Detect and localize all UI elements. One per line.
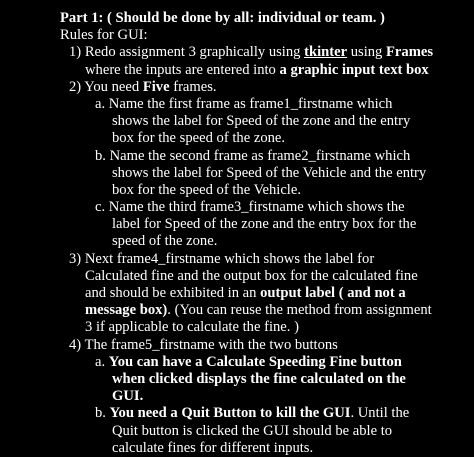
item-4-text: The frame5_firstname with the two buttons <box>84 336 338 353</box>
item-2b-line-3: box for the speed of the Vehicle. <box>112 181 301 198</box>
item-2a-line-1 <box>0 96 474 113</box>
item-4b-line-2: Quit button is clicked the GUI should be able to <box>112 422 393 439</box>
frames-keyword: Frames <box>386 44 434 61</box>
item-2b-line-2: shows the label for Speed of the Vehicle and the entry <box>112 164 427 181</box>
item-2-text: You need <box>84 78 143 95</box>
item-4a-text: You can have a Calculate Speeding Fine button <box>108 353 402 370</box>
item-2c-line-3: speed of the zone. <box>112 233 218 250</box>
item-2c-line-2: label for Speed of the zone and the entry box for the <box>112 216 417 233</box>
item-1-line-2 <box>0 62 474 79</box>
item-2b-line-1 <box>0 148 474 165</box>
item-3-text: Next frame4_firstname which shows the label for <box>84 250 375 267</box>
item-4b-line-3: calculate fines for different inputs. <box>112 439 314 456</box>
item-4b-line-1 <box>0 405 474 422</box>
graphic-input-text-box-phrase: a graphic input text box <box>279 61 429 78</box>
rules-title: Rules for GUI: <box>60 27 148 44</box>
document <box>0 10 474 457</box>
item-4a-line-3: GUI. <box>112 388 144 405</box>
part-heading: Part 1: ( Should be done by all: individual or team. ) <box>60 10 385 26</box>
item-3-line-1 <box>0 251 474 268</box>
item-2b-text: Name the second frame as frame2_firstname which <box>109 147 411 164</box>
item-2-line-1 <box>0 79 474 96</box>
item-2c-text: Name the third frame3_firstname which shows the <box>108 199 405 216</box>
item-4b-text-1b: . Until the <box>350 405 410 422</box>
item-4b-mark: b. <box>95 405 106 422</box>
quit-button-phrase: You need a Quit Button to kill the GUI <box>109 405 351 422</box>
item-1-number: 1) <box>69 44 82 61</box>
item-4-number: 4) <box>69 336 82 353</box>
item-3-line-2: Calculated fine and the output box for the calculated fine <box>85 267 418 284</box>
output-label-phrase: output label ( and not a <box>260 285 406 301</box>
item-1-cont: where the inputs are entered into <box>85 61 280 78</box>
item-2a-line-3: box for the speed of the zone. <box>112 130 286 147</box>
five-keyword: Five <box>142 78 170 95</box>
item-1-text: Redo assignment 3 graphically using <box>84 44 305 61</box>
item-2a-line-2: shows the label for Speed of the zone and the entry <box>112 113 411 130</box>
item-4a-line-1 <box>0 354 474 371</box>
item-2c-line-1 <box>0 199 474 216</box>
item-4a-mark: a. <box>95 353 106 370</box>
item-2c-mark: c. <box>95 199 106 216</box>
item-3-line-3 <box>0 285 474 302</box>
item-4-line-1 <box>0 337 474 354</box>
item-2a-text: Name the first frame as frame1_firstname which <box>108 95 393 112</box>
item-4a-line-2: when clicked displays the fine calculated on the <box>112 370 406 387</box>
item-2-text-2: frames. <box>169 78 217 95</box>
item-3-line-4 <box>0 302 474 319</box>
item-1-text-2: using <box>347 44 386 61</box>
item-3-text-4b: . (You can reuse the method from assignment <box>167 302 432 319</box>
item-2-number: 2) <box>69 78 82 95</box>
item-3-line-5: 3 if applicable to calculate the fine. ) <box>85 319 299 336</box>
item-3-number: 3) <box>69 250 82 267</box>
tkinter-keyword: tkinter <box>304 44 348 61</box>
item-3-text-3a: and should be exhibited in an <box>85 285 261 301</box>
item-2b-mark: b. <box>95 147 106 164</box>
item-1-line-1 <box>0 44 474 61</box>
item-2a-mark: a. <box>95 95 106 112</box>
message-box-phrase: message box) <box>85 302 168 319</box>
